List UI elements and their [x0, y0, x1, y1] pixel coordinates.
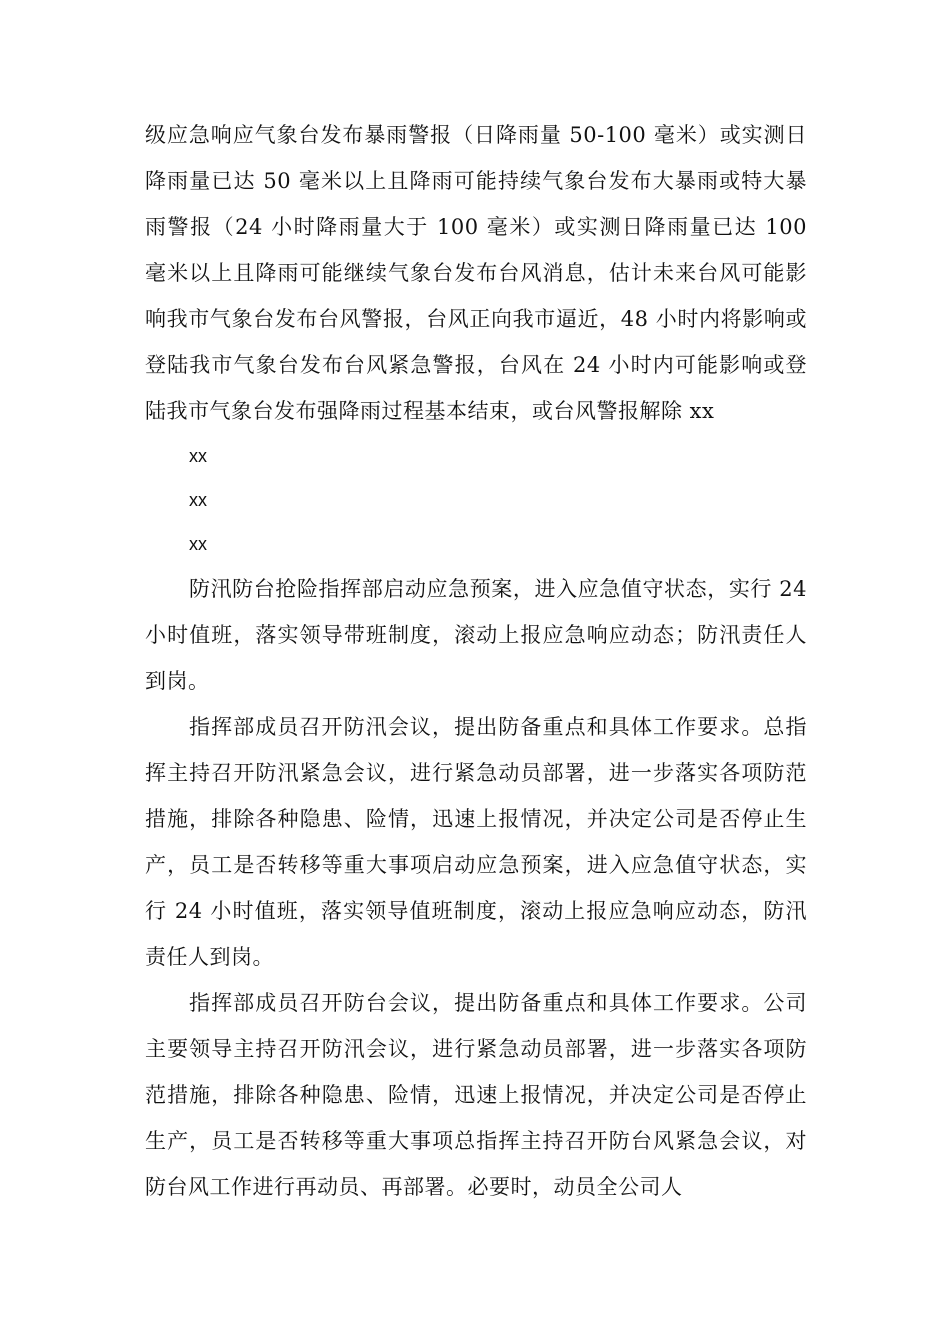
paragraph-typhoon-meeting: 指挥部成员召开防台会议，提出防备重点和具体工作要求。公司主要领导主持召开防汛会议，进行紧急动员部署，进一步落实各项防范措施，排除各种隐患、险情，迅速上报情况，并决定公司是否停止生产，员工是否转移等重大事项总指挥主持召开防台风紧急会议，对防台风工作进行再动员、再部署。必要时，动员全公司人	[145, 991, 807, 1199]
paragraph-warning-levels: 级应急响应气象台发布暴雨警报（日降雨量 50-100 毫米）或实测日降雨量已达 50 毫米以上且降雨可能持续气象台发布大暴雨或特大暴雨警报（24 小时降雨量大于 100 毫米）或实测日降雨量已达 100 毫米以上且降雨可能继续气象台发布台风消息，估计未来台风可能影响我市气象台发布台风警报，台风正向我市逼近，48 小时内将影响或登陆我市气象台发布台风紧急警报，台风在 24 小时内可能影响或登陆我市气象台发布强降雨过程基本结束，或台风警报解除 xx	[145, 123, 807, 423]
placeholder-line-3: xx	[189, 534, 207, 554]
paragraph-command-emergency-plan: 防汛防台抢险指挥部启动应急预案，进入应急值守状态，实行 24 小时值班，落实领导带班制度，滚动上报应急响应动态；防汛责任人到岗。	[145, 577, 807, 693]
document-body	[145, 112, 807, 1210]
placeholder-line-2: xx	[189, 490, 207, 510]
placeholder-line-1: xx	[189, 446, 207, 466]
paragraph-flood-meeting: 指挥部成员召开防汛会议，提出防备重点和具体工作要求。总指挥主持召开防汛紧急会议，进行紧急动员部署，进一步落实各项防范措施，排除各种隐患、险情，迅速上报情况，并决定公司是否停止生产，员工是否转移等重大事项启动应急预案，进入应急值守状态，实行 24 小时值班，落实领导值班制度，滚动上报应急响应动态，防汛责任人到岗。	[145, 715, 807, 969]
